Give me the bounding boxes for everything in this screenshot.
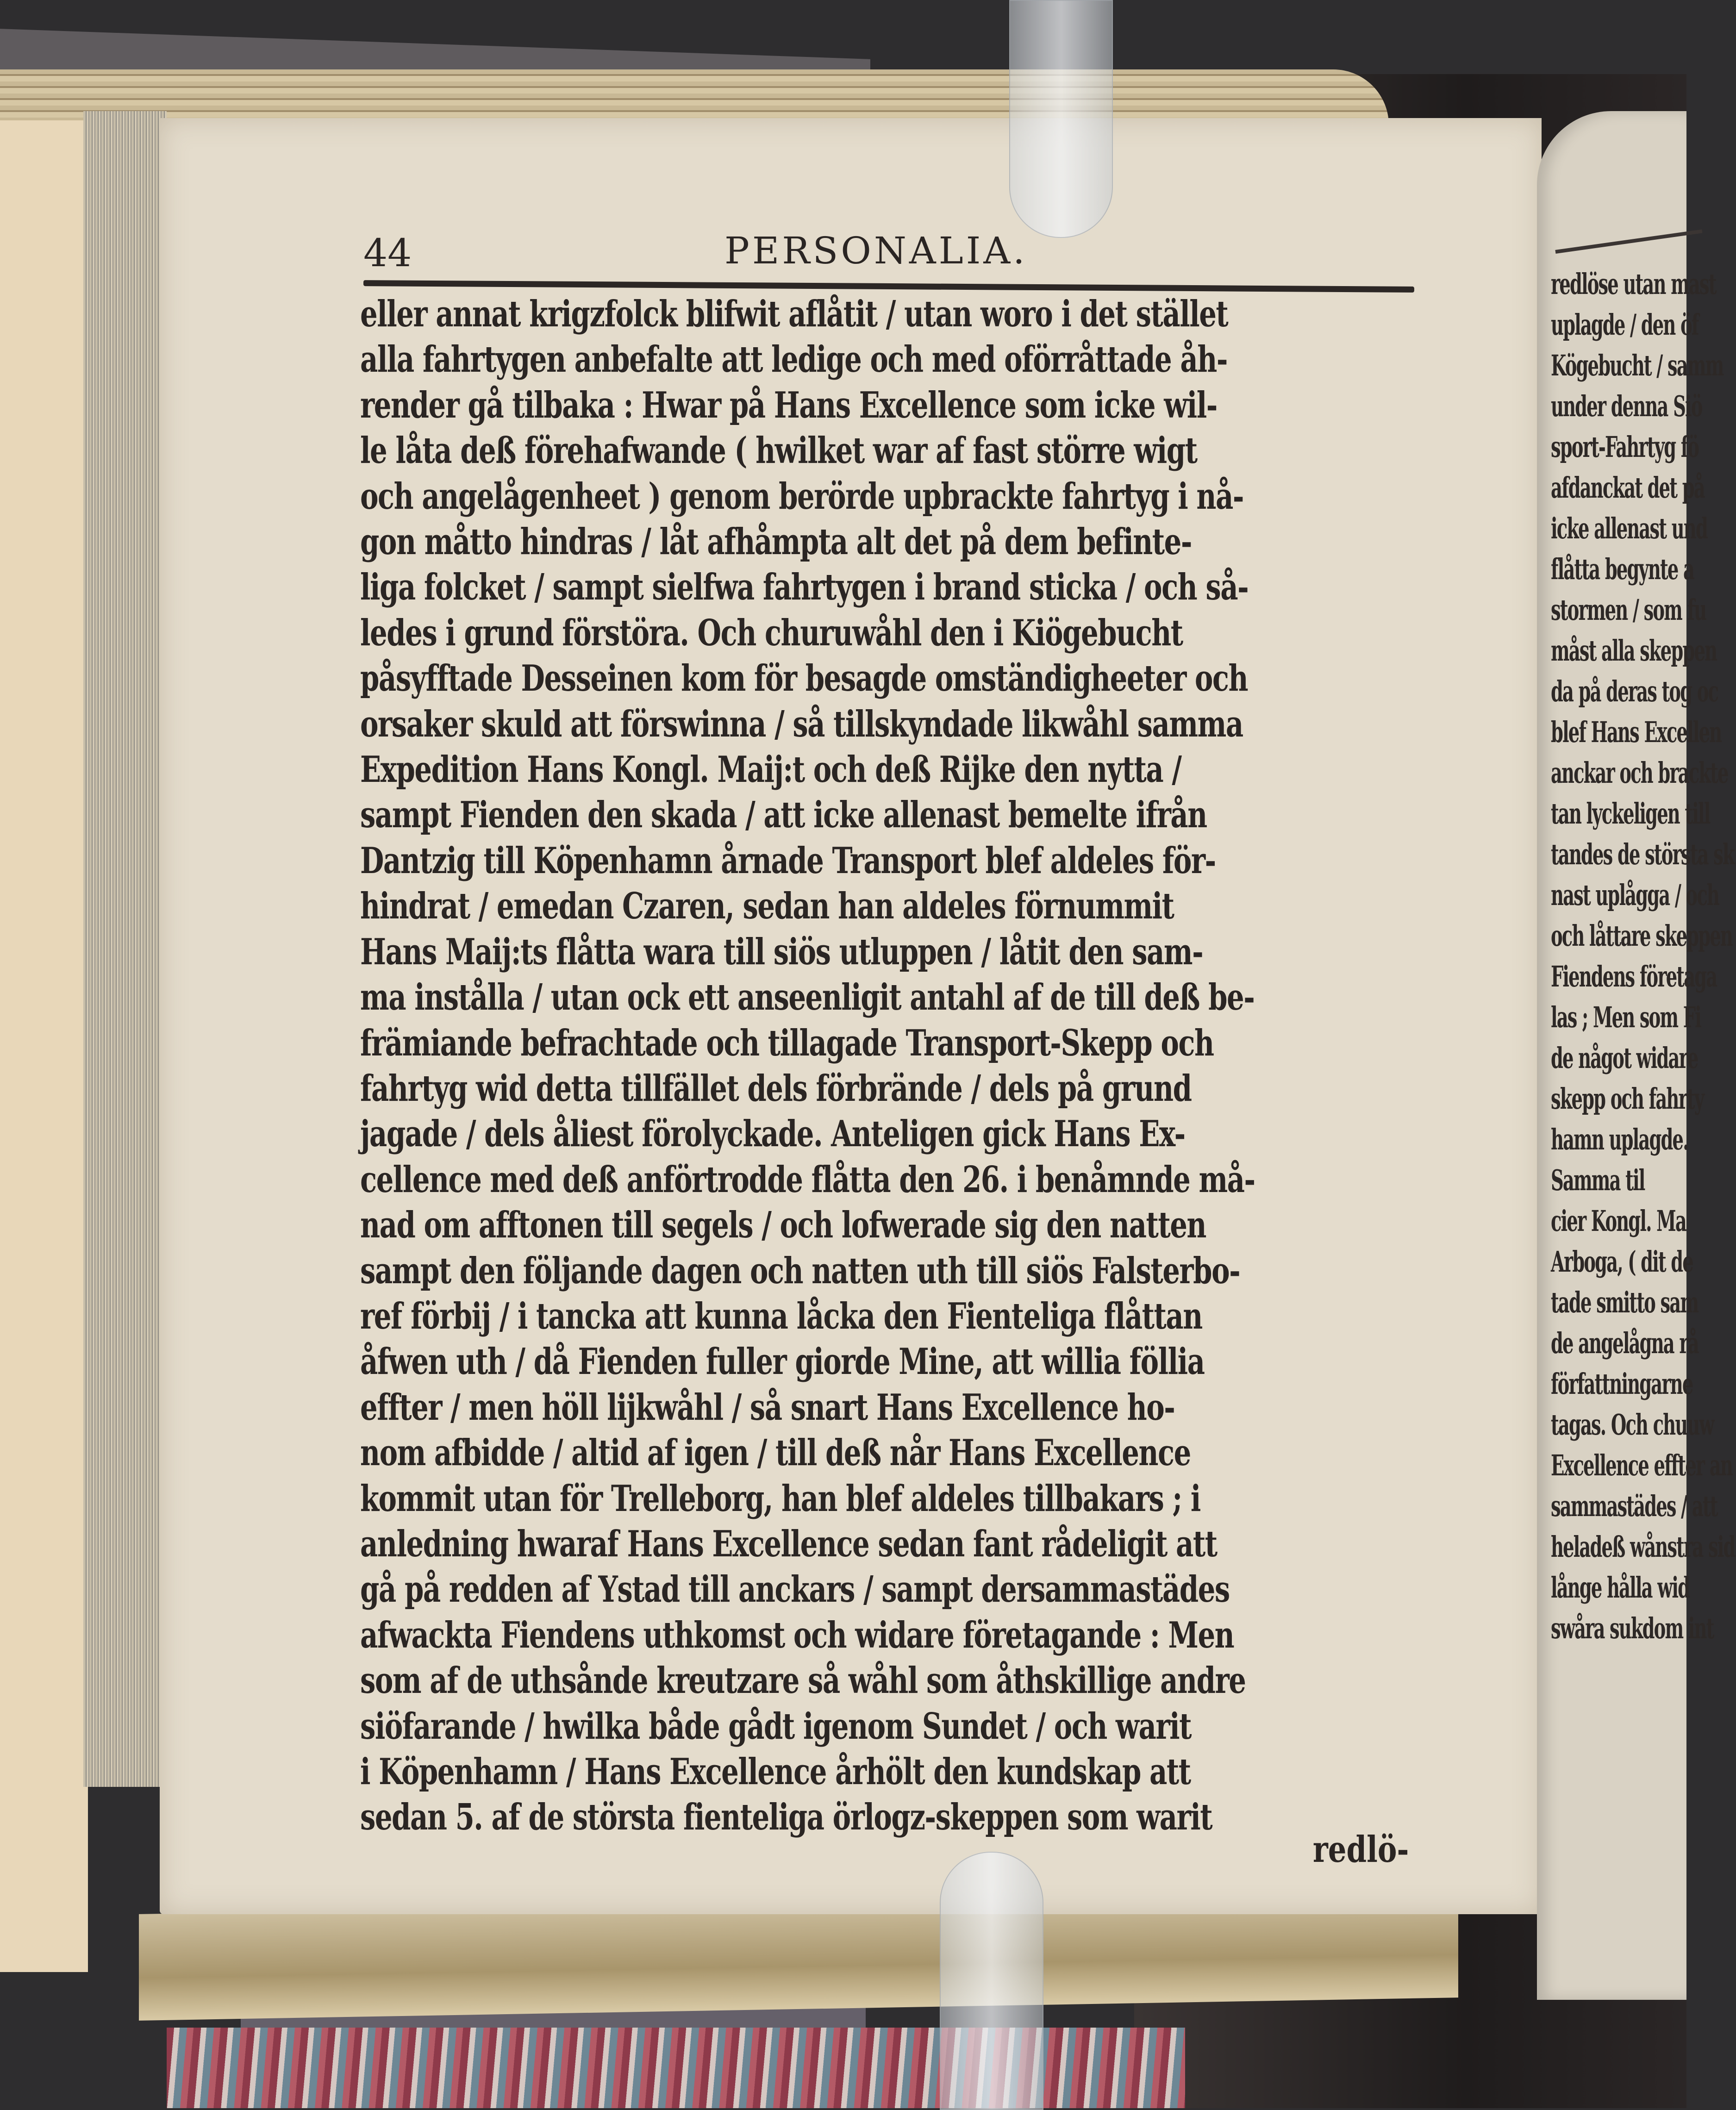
text-line: i Köpenhamn / Hans Excellence århölt den kundskap att [360, 1751, 1191, 1793]
text-line: le låta deß förehafwande ( hwilket war af fast större wigt [360, 430, 1197, 472]
facing-text-line: de angelågna rå [1551, 1326, 1699, 1360]
text-line: liga folcket / sampt sielfwa fahrtygen i brand sticka / och så- [360, 566, 1249, 609]
facing-text-line: afdanckat det på [1551, 471, 1705, 505]
left-cover-edge [0, 120, 88, 1972]
text-line: anledning hwaraf Hans Excellence sedan fant rådeligit att [360, 1523, 1217, 1565]
facing-page [1537, 111, 1735, 2000]
text-line: render gå tilbaka : Hwar på Hans Excellence som icke wil- [360, 384, 1217, 426]
text-line: ref förbij / i tancka att kunna låcka den Fienteliga flåttan [360, 1295, 1202, 1337]
page-edges-left [83, 111, 167, 1787]
text-line: som af de uthsånde kreutzare så wåhl som åthskillige andre [360, 1660, 1246, 1702]
catchword: redlö- [1312, 1829, 1409, 1871]
page-holder-clip-top [1009, 0, 1113, 238]
facing-text-line: författningarne [1551, 1367, 1693, 1401]
text-line: gon måtto hindras / låt afhåmpta alt det på dem befinte- [360, 521, 1192, 563]
facing-text-line: under denna Siö [1551, 389, 1702, 423]
text-line: sampt den följande dagen och natten uth till siös Falsterbo- [360, 1249, 1240, 1292]
facing-text-line: Samma til [1551, 1163, 1645, 1197]
facing-text-line: heladeß wånstra sid [1551, 1530, 1735, 1564]
text-line: påsyfftade Desseinen kom för besagde omständigheeter och [360, 657, 1248, 700]
page-holder-clip-bottom [940, 1852, 1043, 2110]
facing-text-line: tade smitto sam [1551, 1286, 1699, 1319]
text-line: jagade / dels åliest förolyckade. Anteligen gick Hans Ex- [360, 1113, 1185, 1155]
facing-text-line: sammastädes / att [1551, 1489, 1717, 1523]
facing-text-line: Kögebucht / samm [1551, 349, 1724, 382]
facing-text-line: Excellence effter an [1551, 1448, 1732, 1482]
text-line: nad om afftonen till segels / och lofwerade sig den natten [360, 1204, 1206, 1247]
facing-text-line: stormen / som fu [1551, 593, 1706, 627]
facing-text-line: anckar och brackte [1551, 756, 1728, 790]
text-line: gå på redden af Ystad till anckars / sampt dersammastädes [360, 1568, 1230, 1611]
text-line: åfwen uth / då Fienden fuller giorde Mine, att willia föllia [360, 1341, 1205, 1383]
text-line: Expedition Hans Kongl. Maij:t och deß Rijke den nytta / [360, 749, 1181, 791]
facing-text-line: swåra sukdom int [1551, 1611, 1714, 1645]
facing-text-line: tagas. Och chuuw [1551, 1408, 1714, 1442]
facing-header-rule [1555, 230, 1702, 254]
text-line: Hans Maij:ts flåtta wara till siös utluppen / låtit den sam- [360, 930, 1203, 973]
facing-text-line: långe hålla wid [1551, 1571, 1690, 1604]
text-line: ma instålla / utan ock ett anseenligit antahl af de till deß be- [360, 976, 1255, 1019]
text-line: sampt Fienden den skada / att icke allenast bemelte ifrån [360, 794, 1207, 837]
text-line: Dantzig till Köpenhamn årnade Transport blef aldeles för- [360, 839, 1216, 882]
text-line: och angelågenheet ) genom berörde upbrackte fahrtyg i nå- [360, 475, 1243, 518]
facing-text-line: las ; Men som Fi [1551, 1000, 1701, 1034]
facing-body-text [1551, 264, 1736, 1649]
facing-text-line: Fiendens företaga [1551, 960, 1717, 993]
text-line: eller annat krigzfolck blifwit aflåtit / utan woro i det stället [360, 293, 1228, 335]
facing-text-line: de något widare [1551, 1041, 1698, 1075]
facing-text-line: da på deras tog oc [1551, 674, 1718, 708]
facing-text-line: skepp och fahrty [1551, 1082, 1704, 1116]
facing-text-line: sport-Fahrtyg fö [1551, 430, 1699, 464]
text-line: ledes i grund förstöra. Och churuwåhl den i Kiögebucht [360, 612, 1183, 654]
facing-text-line: måst alla skeppen [1551, 634, 1717, 668]
text-line: cellence med deß anförtrodde flåtta den 26. i benåmnde må- [360, 1158, 1255, 1201]
running-title: PERSONALIA. [724, 229, 1028, 272]
text-line: nom afbidde / altid af igen / till deß når Hans Excellence [360, 1432, 1191, 1474]
facing-text-line: tandes de största sk [1551, 837, 1734, 871]
facing-text-line: tan lyckeligen till [1551, 797, 1710, 830]
text-line: afwackta Fiendens uthkomst och widare företagande : Men [360, 1614, 1234, 1656]
page-header [363, 229, 1414, 280]
text-line: alla fahrtygen anbefalte att ledige och med oförråttade åh- [360, 338, 1227, 381]
facing-text-line: redlöse utan mast [1551, 267, 1716, 301]
facing-text-line: flåtta begynte a [1551, 552, 1694, 586]
text-line: siöfarande / hwilka både gådt igenom Sundet / och warit [360, 1705, 1191, 1748]
facing-text-line: uplagde / den öf [1551, 308, 1699, 342]
body-text [360, 292, 1418, 1841]
facing-text-line: nast uplågga / och [1551, 878, 1719, 912]
text-line: sedan 5. af de största fienteliga örlogz-skeppen som warit [360, 1796, 1212, 1839]
facing-text-line: blef Hans Excellen [1551, 715, 1722, 749]
page-number: 44 [363, 231, 412, 275]
facing-text-line: hamn uplagde. [1551, 1123, 1688, 1156]
facing-text-line: cier Kongl. Ma [1551, 1204, 1686, 1238]
text-line: hindrat / emedan Czaren, sedan han aldeles förnummit [360, 885, 1174, 928]
facing-text-line: icke allenast und [1551, 512, 1707, 545]
text-line: fahrtyg wid detta tillfället dels förbrände / dels på grund [360, 1067, 1192, 1110]
text-line: orsaker skuld att förswinna / så tillskyndade likwåhl samma [360, 703, 1243, 745]
facing-text-line: Arboga, ( dit de [1551, 1245, 1693, 1279]
text-line: kommit utan för Trelleborg, han blef aldeles tillbakars ; i [360, 1477, 1200, 1520]
facing-text-line: och låttare skeppen [1551, 919, 1732, 953]
text-line: effter / men höll lijkwåhl / så snart Hans Excellence ho- [360, 1386, 1175, 1429]
text-line: främiande befrachtade och tillagade Transport-Skepp och [360, 1022, 1214, 1064]
